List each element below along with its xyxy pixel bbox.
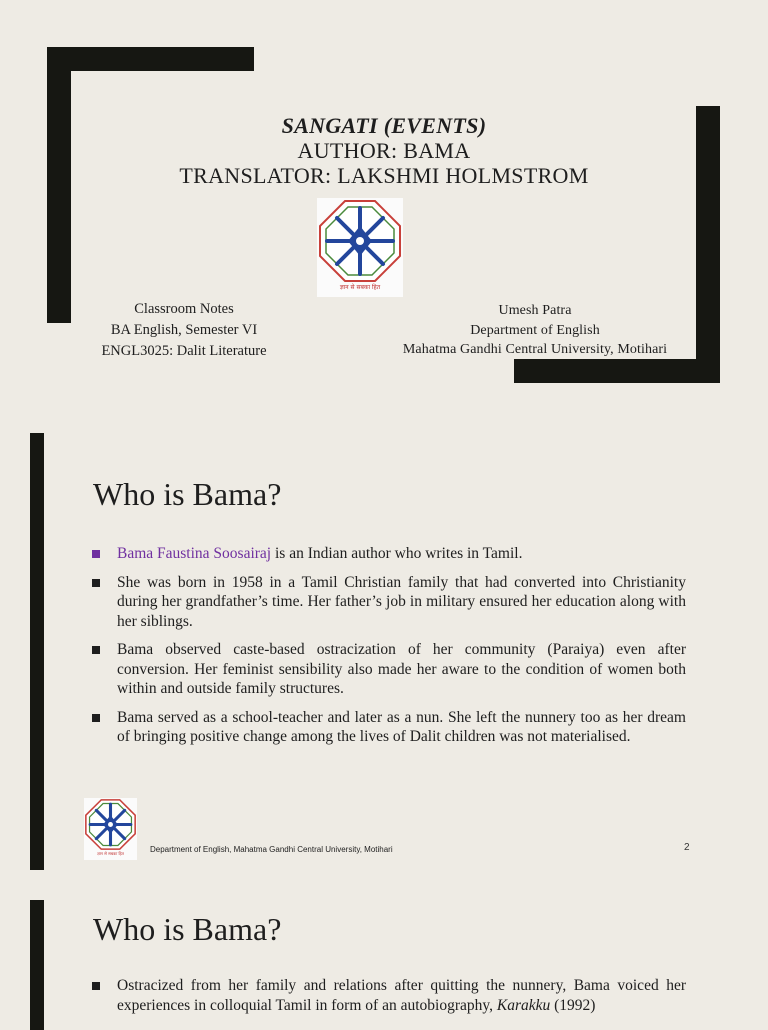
university-logo [317,198,403,297]
author-info-line: Umesh Patra [498,303,572,318]
bullet-item [91,544,686,564]
slide-heading: Who is Bama? [93,476,282,512]
content-slide-2 [0,398,768,870]
highlighted-name: Bama Faustina Soosairaj [117,545,272,562]
bullet-marker-icon [92,982,100,990]
bullet-item [91,708,686,747]
slide-heading: Who is Bama? [93,911,282,947]
author-line: AUTHOR: BAMA [297,138,471,163]
title-slide [0,0,768,398]
author-info-line: Mahatma Gandhi Central University, Motihari [402,342,668,357]
bullet-text: Bama served as a school-teacher and later as a nun. She left the nunnery too as her dream of bringing positive change among the lives of Dalit children was not materialised. [117,708,686,745]
bullet-item [91,640,686,699]
university-emblem-icon [317,198,403,284]
bullet-marker-icon [92,550,100,558]
bullet-text: is an Indian author who writes in Tamil. [271,545,523,562]
bullet-item [91,976,686,1015]
course-notes [70,299,298,362]
bullet-marker-icon [92,714,100,722]
course-notes-line: BA English, Semester VI [110,322,258,338]
left-accent-bar [30,433,44,870]
book-title-italic: Karakku [496,996,551,1014]
slide-title [0,113,768,188]
course-notes-line: Classroom Notes [134,301,234,317]
page-number: 2 [684,842,690,853]
bullet-text: She was born in 1958 in a Tamil Christian family that had converted into Christianity during her grandfather’s time. Her father’s job in military ensured her education along with her siblings. [117,573,686,630]
author-info-line: Department of English [470,322,600,338]
frame-bar-bottom-right-horizontal [514,359,720,383]
bullet-text: Bama observed caste-based ostracization of her community (Paraiya) even after conversion. Her feminist sensibility also made her aware to the condition of women both within and outside family structures. [117,641,686,697]
frame-bar-top-left-horizontal [47,47,254,71]
bullet-list [91,976,686,1024]
slide-footer: Department of English, Mahatma Gandhi Central University, Motihari [150,845,393,854]
bullet-marker-icon [92,646,100,654]
emblem-motto: ज्ञान से सबका हित [97,851,124,856]
bullet-marker-icon [92,579,100,587]
content-slide-3 [0,870,768,1024]
footer-logo [84,798,137,860]
translator-line: TRANSLATOR: LAKSHMI HOLMSTROM [179,163,589,188]
university-emblem-icon [84,798,137,851]
bullet-list [91,544,686,756]
author-info [376,301,694,360]
book-title: SANGATI (EVENTS) [281,113,487,138]
course-notes-line: ENGL3025: Dalit Literature [101,343,267,359]
left-accent-bar [30,900,44,1030]
bullet-item [91,573,686,632]
emblem-motto: ज्ञान से सबका हित [339,284,381,291]
bullet-text: Ostracized from her family and relations after quitting the nunnery, Bama voiced her experiences in colloquial Tamil in form of an autobiography, [117,977,686,1014]
bullet-text-tail: (1992) [550,996,596,1014]
